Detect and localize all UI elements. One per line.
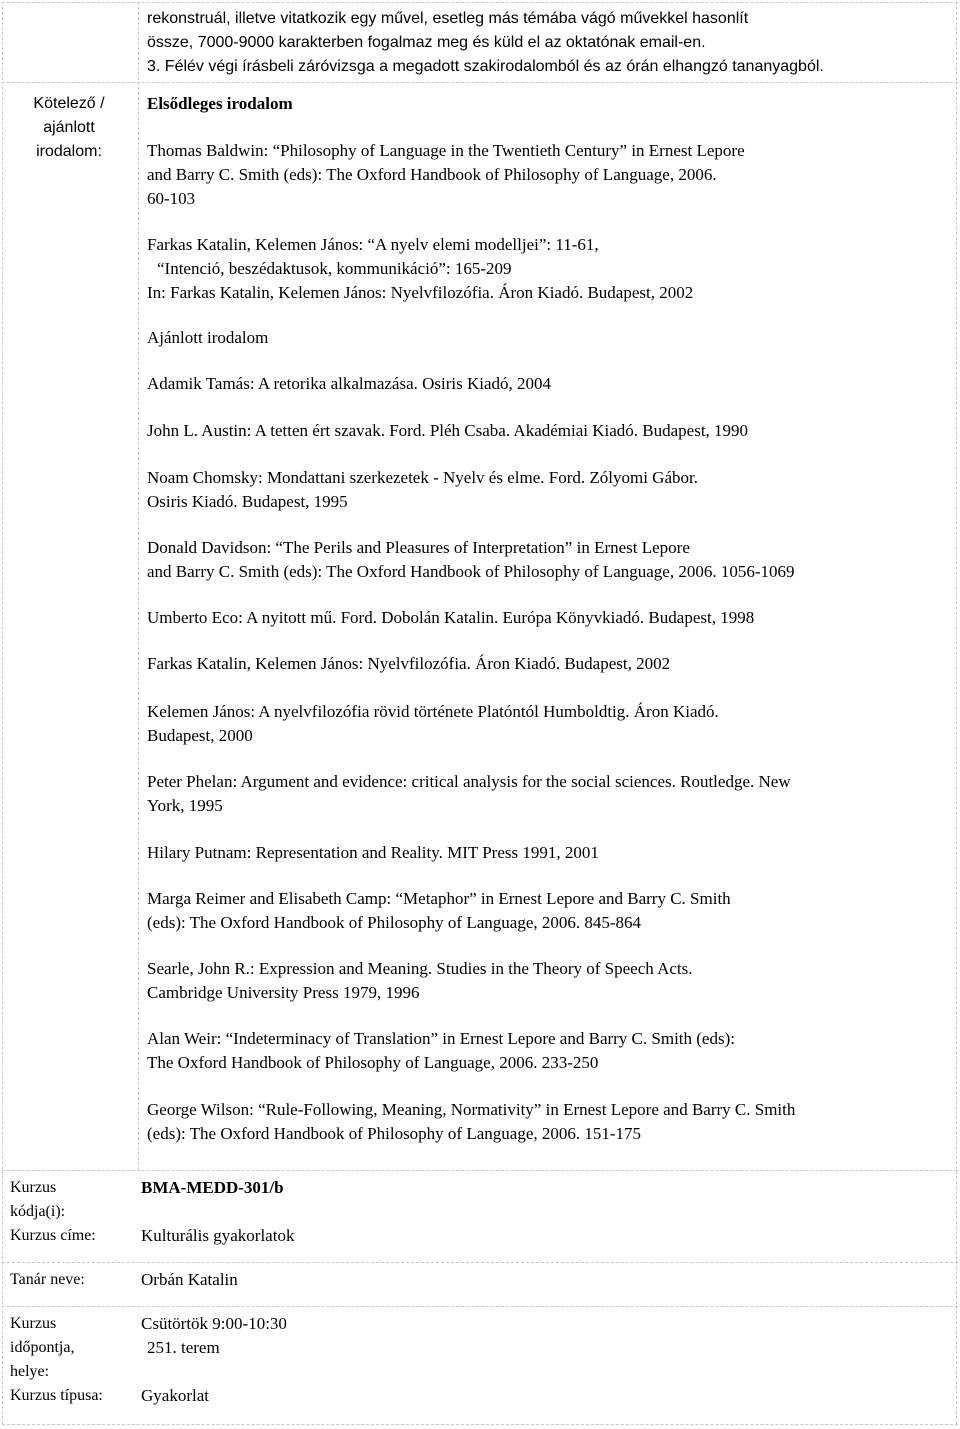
entry-line: and Barry C. Smith (eds): The Oxford Handbook of Philosophy of Language, 2006.: [147, 165, 717, 184]
course-time-label-line: időpontja,: [10, 1339, 75, 1356]
literature-label-line: Kötelező /: [33, 95, 105, 112]
literature-entry: [147, 770, 942, 818]
literature-entry: [147, 700, 942, 748]
entry-line: (eds): The Oxford Handbook of Philosophy of Language, 2006. 151-175: [147, 1124, 642, 1143]
entry-line: Donald Davidson: “The Perils and Pleasures of Interpretation” in Ernest Lepore: [147, 538, 690, 557]
literature-label-line: ajánlott: [43, 119, 95, 136]
literature-entry: [147, 652, 942, 676]
entry-line: The Oxford Handbook of Philosophy of Language, 2006. 233-250: [147, 1053, 599, 1072]
entry-line: Adamik Tamás: A retorika alkalmazása. Osiris Kiadó, 2004: [147, 374, 552, 393]
table-divider-course: [2, 1170, 958, 1171]
entry-line: Alan Weir: “Indeterminacy of Translation” in Ernest Lepore and Barry C. Smith (eds):: [147, 1029, 735, 1048]
course-code-label-line: kódja(i):: [10, 1203, 66, 1220]
literature-entry: [147, 957, 942, 1005]
entry-line: “Intenció, beszédaktusok, kommunikáció”: 165-209: [157, 259, 512, 278]
course-place-value: 251. terem: [147, 1338, 220, 1357]
course-code-value: BMA-MEDD-301/b: [141, 1178, 284, 1197]
entry-line: Farkas Katalin, Kelemen János: “A nyelv elemi modelljei”: 11-61,: [147, 235, 599, 254]
table-column-divider-top: [138, 2, 139, 1170]
literature-entry: [147, 606, 942, 630]
literature-entry: [147, 887, 942, 935]
table-border-left: [2, 2, 3, 1424]
table-border-right: [956, 2, 957, 1424]
entry-line: Hilary Putnam: Representation and Reality. MIT Press 1991, 2001: [147, 843, 599, 862]
course-title-label: Kurzus címe:: [10, 1227, 96, 1244]
literature-entry: [147, 841, 942, 865]
course-type-label: Kurzus típusa:: [10, 1387, 103, 1404]
table-divider-literature: [2, 82, 958, 83]
literature-entry: [147, 233, 942, 305]
literature-entry: [147, 372, 942, 396]
entry-line: York, 1995: [147, 796, 223, 815]
entry-line: In: Farkas Katalin, Kelemen János: Nyelvfilozófia. Áron Kiadó. Budapest, 2002: [147, 283, 694, 302]
literature-entry: [147, 466, 942, 514]
literature-entry: [147, 1098, 942, 1146]
course-code-label: [10, 1176, 65, 1224]
literature-entry: [147, 139, 942, 211]
entry-line: George Wilson: “Rule-Following, Meaning, Normativity” in Ernest Lepore and Barry C. Smith: [147, 1100, 796, 1119]
primary-literature-heading: Elsődleges irodalom: [147, 94, 293, 113]
entry-line: Thomas Baldwin: “Philosophy of Language in the Twentieth Century” in Ernest Lepore: [147, 141, 745, 160]
table-divider-teacher: [2, 1262, 958, 1263]
assessment-line: 3. Félév végi írásbeli záróvizsga a megadott szakirodalomból és az órán elhangzó tananyagból.: [147, 58, 824, 75]
entry-line: Osiris Kiadó. Budapest, 1995: [147, 492, 348, 511]
entry-line: Kelemen János: A nyelvfilozófia rövid története Platóntól Humboldtig. Áron Kiadó.: [147, 702, 719, 721]
entry-line: Cambridge University Press 1979, 1996: [147, 983, 420, 1002]
course-title-value: Kulturális gyakorlatok: [141, 1226, 295, 1245]
entry-line: and Barry C. Smith (eds): The Oxford Handbook of Philosophy of Language, 2006. 1056-1069: [147, 562, 795, 581]
assessment-line: össze, 7000-9000 karakterben fogalmaz meg és küld el az oktatónak email-en.: [147, 34, 706, 51]
entry-line: Peter Phelan: Argument and evidence: critical analysis for the social sciences. Routledge. New: [147, 772, 791, 791]
course-time-label-line: Kurzus: [10, 1315, 57, 1332]
teacher-label: Tanár neve:: [10, 1271, 85, 1288]
entry-line: Noam Chomsky: Mondattani szerkezetek - Nyelv és elme. Ford. Zólyomi Gábor.: [147, 468, 698, 487]
assessment-text: [147, 7, 947, 79]
course-time-label-line: helye:: [10, 1363, 50, 1380]
recommended-literature-heading: Ajánlott irodalom: [147, 328, 269, 347]
course-type-value: Gyakorlat: [141, 1386, 209, 1405]
table-border-top: [2, 2, 958, 3]
literature-label: [8, 92, 130, 164]
literature-entry: [147, 536, 942, 584]
course-time-label: [10, 1312, 74, 1384]
table-divider-time: [2, 1306, 958, 1307]
assessment-line: rekonstruál, illetve vitatkozik egy művel, esetleg más témába vágó művekkel hasonlít: [147, 10, 749, 27]
entry-line: 60-103: [147, 189, 196, 208]
entry-line: (eds): The Oxford Handbook of Philosophy of Language, 2006. 845-864: [147, 913, 642, 932]
table-border-bottom: [2, 1424, 958, 1425]
entry-line: Marga Reimer and Elisabeth Camp: “Metaphor” in Ernest Lepore and Barry C. Smith: [147, 889, 731, 908]
entry-line: John L. Austin: A tetten ért szavak. Ford. Pléh Csaba. Akadémiai Kiadó. Budapest, 1990: [147, 421, 749, 440]
teacher-value: Orbán Katalin: [141, 1270, 238, 1289]
entry-line: Farkas Katalin, Kelemen János: Nyelvfilozófia. Áron Kiadó. Budapest, 2002: [147, 654, 671, 673]
entry-line: Searle, John R.: Expression and Meaning. Studies in the Theory of Speech Acts.: [147, 959, 693, 978]
literature-entry: [147, 1027, 942, 1075]
entry-line: Umberto Eco: A nyitott mű. Ford. Dobolán Katalin. Európa Könyvkiadó. Budapest, 1998: [147, 608, 755, 627]
course-code-label-line: Kurzus: [10, 1179, 57, 1196]
literature-label-line: irodalom:: [36, 143, 102, 160]
literature-entry: [147, 419, 942, 443]
entry-line: Budapest, 2000: [147, 726, 253, 745]
course-time-value: Csütörtök 9:00-10:30: [141, 1314, 287, 1333]
